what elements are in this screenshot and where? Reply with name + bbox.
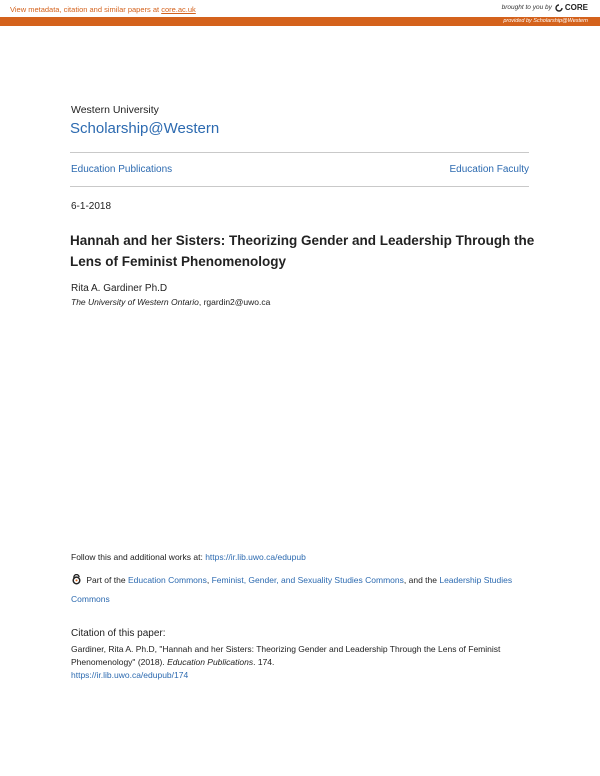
part-of-sep2: , and the (403, 575, 440, 585)
author-email: , rgardin2@uwo.ca (198, 297, 271, 307)
collection-link-education-publications[interactable]: Education Publications (71, 164, 173, 175)
feminist-gender-sexuality-commons-link[interactable]: Feminist, Gender, and Sexuality Studies Commons (211, 575, 404, 585)
repository-title[interactable]: Scholarship@Western (70, 120, 220, 137)
follow-text: Follow this and additional works at: (71, 552, 206, 562)
citation-source: Education Publications (167, 657, 254, 667)
brought-to-you-by[interactable] (502, 3, 588, 12)
author-affiliation (71, 297, 270, 307)
provider-band (0, 17, 600, 26)
view-metadata-text: View metadata, citation and similar papers at (10, 5, 162, 14)
divider-bottom (70, 186, 529, 187)
brought-by-text: brought to you by (501, 4, 552, 11)
education-commons-link[interactable]: Education Commons (127, 575, 207, 585)
follow-line (71, 552, 306, 562)
citation-text: Gardiner, Rita A. Ph.D, "Hannah and her Sisters: Theorizing Gender and Leadership Through the Lens of Feminist Phenomenology" (2018). (71, 644, 501, 667)
citation-body (71, 643, 536, 682)
part-of-prefix: Part of the (84, 575, 128, 585)
part-of-sep1: , (206, 575, 212, 585)
author-name: Rita A. Gardiner Ph.D (71, 283, 168, 294)
collection-link-education-faculty[interactable]: Education Faculty (449, 164, 529, 175)
paper-title: Hannah and her Sisters: Theorizing Gender and Leadership Through the Lens of Feminist Phenomenology (70, 233, 535, 269)
publication-date: 6-1-2018 (71, 201, 112, 212)
leadership-studies-commons-link[interactable]: Leadership Studies Commons (71, 575, 513, 604)
core-ac-uk-link[interactable]: core.ac.uk (161, 5, 196, 14)
institution-name: Western University (71, 104, 159, 116)
core-banner (0, 0, 600, 17)
part-of-line (71, 572, 531, 608)
citation-url-link[interactable]: https://ir.lib.uwo.ca/edupub/174 (71, 670, 189, 680)
core-label: CORE (564, 3, 588, 12)
core-metadata-link[interactable] (10, 5, 196, 14)
open-access-icon (71, 574, 82, 591)
citation-number: . 174. (253, 657, 275, 667)
provided-by-text: provided by Scholarship@Western (503, 18, 588, 24)
affiliation-name: The University of Western Ontario (71, 297, 199, 307)
follow-url-link[interactable]: https://ir.lib.uwo.ca/edupub (205, 552, 306, 562)
citation-heading: Citation of this paper: (71, 628, 166, 639)
core-logo[interactable] (555, 3, 588, 12)
core-logo-icon (555, 4, 563, 12)
divider-top (70, 152, 529, 153)
